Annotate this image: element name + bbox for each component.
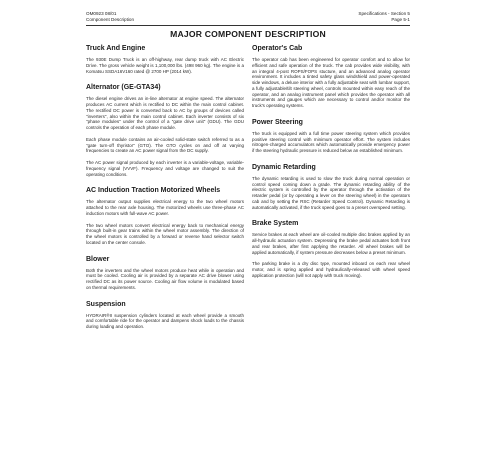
section-heading: Blower bbox=[86, 255, 110, 263]
paragraph: Each phase module contains an air-cooled solid-state switch referred to as a "gate turn-off thyristor" (GTO). The GTO cycles on and off at varying frequencies to create an AC power signal from the DC supply. bbox=[86, 136, 244, 154]
header-left bbox=[86, 11, 134, 23]
doc-title: Component Description bbox=[86, 16, 135, 22]
right-column bbox=[252, 45, 410, 285]
doc-id: OM0923 08/01 bbox=[86, 11, 117, 16]
section-heading: Operator's Cab bbox=[252, 45, 303, 52]
section-label: Specifications - Section 5 bbox=[358, 11, 410, 16]
paragraph: The 930E Dump Truck is an off-highway, rear dump truck with AC Electric Drive. The gross vehicle weight is 1,100,000 lbs. (498 960 kg). The engine is a Komatsu SSDA16V160 rated @ 2700 HP (2014 kW). bbox=[86, 57, 244, 74]
paragraph: The truck is equipped with a full time power steering system which provides positive steering control with minimum operator effort. The system includes nitrogen-charged accumulators which automatically provide emergency power if the steering hydraulic pressure is reduced below an established minimum. bbox=[252, 130, 410, 153]
section-heading: Dynamic Retarding bbox=[252, 163, 316, 171]
section-heading: Suspension bbox=[86, 300, 126, 308]
paragraph: The diesel engine drives an in-line alternator at engine speed. The alternator produces AC current which is rectified to DC within the main control cabinet. The rectified DC power is converted back to AC by groups of devices called "inverters", also within the main control cabinet. Each inverter consists of six "phase modules" under the control of a "gate drive unit" (GDU). The GDU controls the operation of each phase module. bbox=[86, 96, 244, 130]
paragraph: Both the inverters and the wheel motors produce heat while in operation and must be cooled. Cooling air is provided by a separate AC drive blower using rectified DC as its power source. Cooling air flow volume is modulated based on thermal requirements. bbox=[86, 267, 244, 290]
paragraph: The two wheel motors convert electrical energy back to mechanical energy through built-in gear trains within the wheel motor assembly. The direction of the wheel motors is controlled by a forward or reverse hand selector switch located on the center console. bbox=[86, 222, 244, 245]
section-truck-engine bbox=[86, 45, 244, 74]
section-dynamic-retarding bbox=[252, 164, 410, 211]
paragraph: The parking brake is a dry disc type, mounted inboard on each rear wheel motor, and is spring applied and hydraulically-released with wheel speed application protection (will not apply with truck moving). bbox=[252, 261, 410, 278]
section-heading: Alternator (GE-GTA34) bbox=[86, 84, 161, 92]
section-heading: AC Induction Traction Motorized Wheels bbox=[86, 187, 221, 195]
paragraph: The AC power signal produced by each inverter is a variable-voltage, variable-frequency signal (VVVF). Frequency and voltage are changed to suit the operating conditions. bbox=[86, 160, 244, 177]
page-number: Page 5-1 bbox=[391, 16, 410, 22]
header-rule bbox=[86, 25, 410, 26]
section-operators-cab bbox=[252, 45, 410, 109]
section-ac-wheels bbox=[86, 187, 244, 245]
section-brake-system bbox=[252, 220, 410, 278]
paragraph: The alternator output supplies electrical energy to the two wheel motors attached to the rear axle housing. The motorized wheels use three-phase AC induction motors with full-wave AC power. bbox=[86, 199, 244, 216]
section-power-steering bbox=[252, 119, 410, 154]
left-column bbox=[86, 45, 244, 336]
page-title: MAJOR COMPONENT DESCRIPTION bbox=[170, 29, 326, 39]
paragraph: Service brakes at each wheel are oil-cooled multiple disc brakes applied by an all-hydraulic actuation system. Depressing the brake pedal actuates both front and rear brakes, after first applying the retarder. All wheel brakes will be applied automatically, if system pressure decreases below a preset minimum. bbox=[252, 232, 410, 255]
section-blower bbox=[86, 256, 244, 291]
section-suspension bbox=[86, 301, 244, 330]
section-heading: Brake System bbox=[252, 220, 299, 228]
paragraph: HYDRAIR®II suspension cylinders located at each wheel provide a smooth and comfortable ride for the operator and dampens shock loads to the chassis during loading and operation. bbox=[86, 312, 244, 329]
header-right bbox=[358, 11, 410, 23]
section-heading: Power Steering bbox=[252, 118, 303, 126]
paragraph: The operator cab has been engineered for operator comfort and to allow for efficient and safe operation of the truck. The cab provides wide visibility, with an integral 4-post ROPS/FOPS stucture, and an advanced analog operator environment. It includes a tinted safety glass windshield and power-operated side windows, a deluxe interior with a fully adjustable seat with lumbar support, a fully adjustable/tilt steering wheel, controls mounted within easy reach of the operator, and an analog instrument panel which provides the operator with all instruments and gauges which are necessary to control and/or monitor the truck's operating systems. bbox=[252, 57, 410, 108]
paragraph: The dynamic retarding is used to slow the truck during normal operation or control speed coming down a grade. The dynamic retarding ability of the electric system is controlled by the operator through the activation of the retarder pedal (or by operating a lever on the steering wheel) in the operators cab and by setting the RSC (Retarder Speed Control). Dynamic Retarding is automatically activated, if the truck speed goes to a preset overspeed setting. bbox=[252, 175, 410, 210]
section-alternator bbox=[86, 84, 244, 177]
section-heading: Truck And Engine bbox=[86, 45, 146, 52]
